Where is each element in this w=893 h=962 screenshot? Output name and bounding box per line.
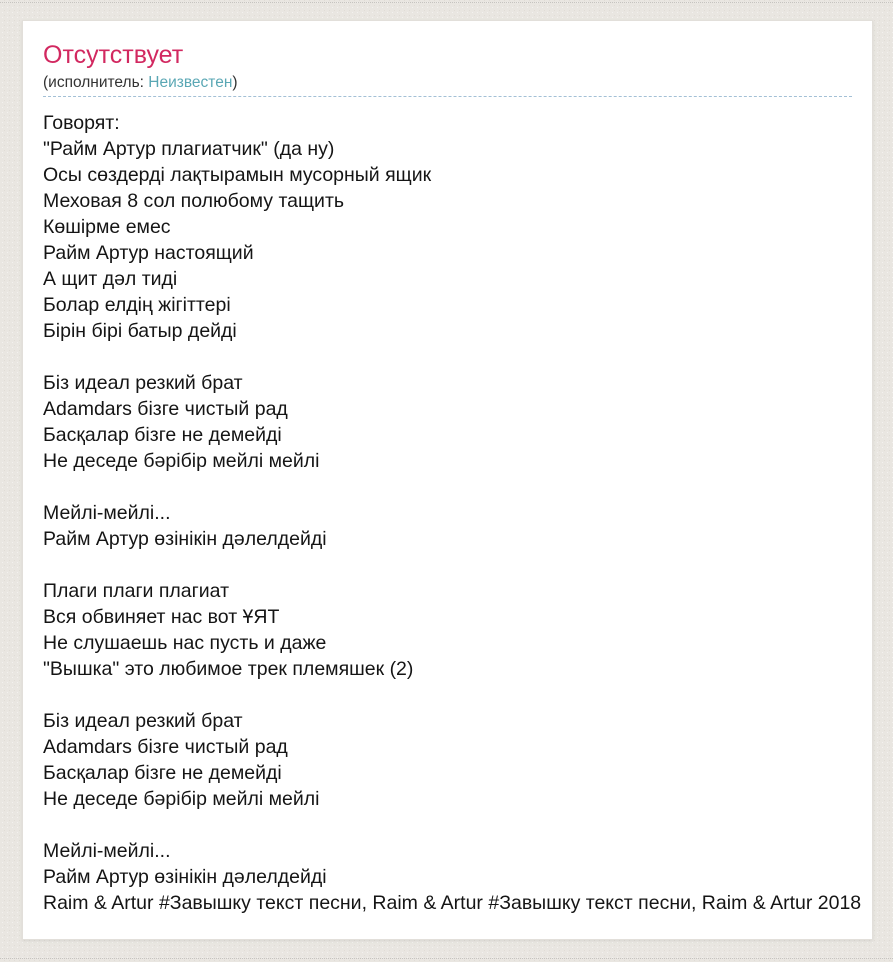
- lyric-line: Райм Артур өзінікін дәлелдейді: [43, 866, 327, 888]
- lyric-line: Не деседе бәрібір мейлі мейлі: [43, 450, 320, 472]
- artist-link[interactable]: Неизвестен: [148, 74, 233, 91]
- lyric-line: Басқалар бізге не демейді: [43, 762, 282, 784]
- artist-label: (исполнитель:: [43, 74, 149, 91]
- lyric-line: Меховая 8 сол полюбому тащить: [43, 190, 345, 212]
- lyric-line: [43, 682, 852, 708]
- lyric-line: Adamdars бізге чистый рад: [43, 398, 288, 420]
- lyrics-card: [22, 20, 873, 940]
- lyric-line: Adamdars бізге чистый рад: [43, 736, 288, 758]
- lyric-line: Біз идеал резкий брат: [43, 372, 243, 394]
- lyric-line: [43, 812, 852, 838]
- lyric-line: "Райм Артур плагиатчик" (да ну): [43, 138, 335, 160]
- lyric-line: [43, 344, 852, 370]
- lyric-line: [43, 552, 852, 578]
- lyric-line: Вся обвиняет нас вот ҰЯТ: [43, 606, 280, 628]
- lyric-line: Біз идеал резкий брат: [43, 710, 243, 732]
- lyric-line: Осы сөздерді лақтырамын мусорный ящик: [43, 164, 432, 186]
- lyric-line: Мейлі-мейлі...: [43, 502, 171, 524]
- lyric-line: Плаги плаги плагиат: [43, 580, 230, 602]
- page-top-dotted-border: [0, 2, 893, 3]
- artist-line-close-paren: ): [232, 74, 238, 91]
- lyric-line: [43, 474, 852, 500]
- lyric-line: Не деседе бәрібір мейлі мейлі: [43, 788, 320, 810]
- page-bottom-dotted-border: [0, 958, 893, 959]
- lyric-line: Болар елдің жігіттері: [43, 294, 231, 316]
- lyric-line: Raim & Artur #Завышку текст песни, Raim & Artur #Завышку текст песни, Raim & Artur 2018: [43, 892, 862, 914]
- lyric-line: Басқалар бізге не демейді: [43, 424, 282, 446]
- lyric-line: Көшірме емес: [43, 216, 171, 238]
- artist-line: [43, 73, 852, 92]
- lyric-line: Не слушаешь нас пусть и даже: [43, 632, 327, 654]
- song-title: Отсутствует: [43, 41, 184, 69]
- lyric-line: "Вышка" это любимое трек племяшек (2): [43, 658, 414, 680]
- lyric-line: Райм Артур өзінікін дәлелдейді: [43, 528, 327, 550]
- lyric-line: Райм Артур настоящий: [43, 242, 254, 264]
- lyric-line: Мейлі-мейлі...: [43, 840, 171, 862]
- lyric-line: А щит дәл тиді: [43, 268, 178, 290]
- lyric-line: Говорят:: [43, 112, 120, 134]
- lyric-line: Бірін бірі батыр дейді: [43, 320, 237, 342]
- lyrics-text: [43, 97, 862, 916]
